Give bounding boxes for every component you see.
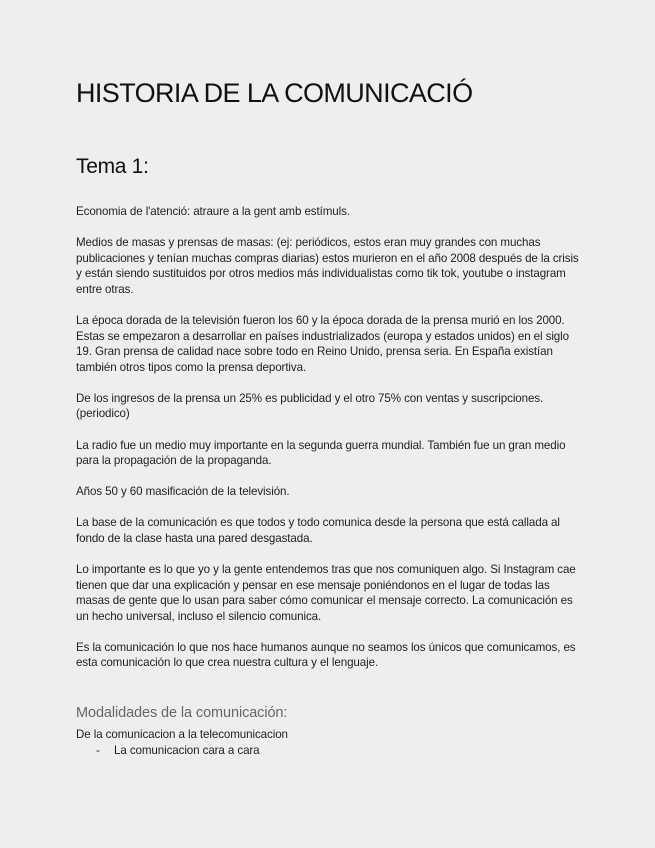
paragraph: Es la comunicación lo que nos hace humanos aunque no seamos los únicos que comunicamos, es esta comunicación lo que crea nuestra cultura y el lenguaje.	[76, 640, 576, 670]
paragraph: Años 50 y 60 masificación de la televisión.	[76, 485, 290, 499]
paragraph: La radio fue un medio muy importante en la segunda guerra mundial. También fue un gran medio para la propagación de la propaganda.	[76, 438, 566, 468]
document-subtitle: Tema 1:	[76, 155, 149, 178]
list-item	[76, 743, 260, 759]
paragraph: Economia de l'atenció: atraure a la gent amb estímuls.	[76, 205, 350, 218]
document-title: HISTORIA DE LA COMUNICACIÓ	[76, 78, 473, 108]
paragraph: La época dorada de la televisión fueron los 60 y la época dorada de la prensa murió en los 2000. Estas se empezaron a desarrollar en países industrializados (europa y estados unidos) en el siglo 19. Gran prensa de calidad nace sobre todo en Reino Unido, prensa seria. En España existían también otros tipos como la prensa deportiva.	[76, 313, 569, 374]
paragraph: La base de la comunicación es que todos y todo comunica desde la persona que está callada al fondo de la clase hasta una pared desgastada.	[76, 516, 560, 545]
paragraph: Medios de masas y prensas de masas: (ej: periódicos, estos eran muy grandes con muchas publicaciones y tenían muchas compras diarias) estos murieron en el año 2008 después de la crisis y están siendo sustituidos por otros medios más individualistas como tik tok, youtube o instagram entre otras.	[76, 236, 579, 296]
paragraph: De los ingresos de la prensa un 25% es publicidad y el otro 75% con ventas y suscripciones. (periodico)	[76, 391, 544, 421]
paragraph: Lo importante es lo que yo y la gente entendemos tras que nos comuniquen algo. Si Instagram cae tienen que dar una explicación y pensar en ese mensaje poniéndonos en el lugar de todas las masas de gente que lo usan para saber cómo comunicar el mensaje correcto. La comunicación es un hecho universal, incluso el silencio comunica.	[76, 563, 576, 623]
section-heading: Modalidades de la comunicación:	[76, 705, 288, 721]
body-text	[76, 204, 582, 687]
section-intro: De la comunicacion a la telecomunicacion	[76, 728, 288, 741]
bullet-marker: -	[96, 744, 100, 757]
list-item-text: La comunicacion cara a cara	[114, 744, 260, 757]
bullet-list	[76, 743, 260, 759]
